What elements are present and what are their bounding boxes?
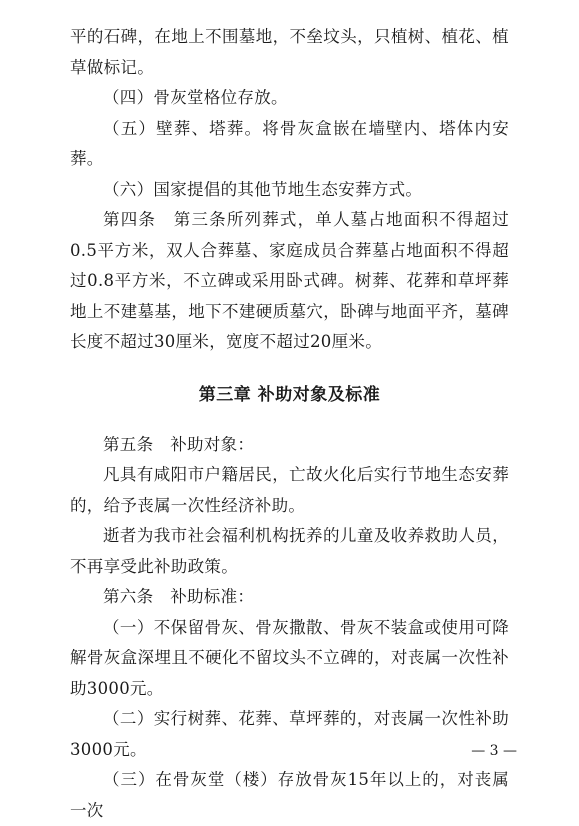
paragraph: 凡具有咸阳市户籍居民，亡故火化后实行节地生态安葬的，给予丧属一次性经济补助。 <box>70 460 509 521</box>
paragraph: （五）壁葬、塔葬。将骨灰盒嵌在墙壁内、塔体内安葬。 <box>70 114 509 175</box>
paragraph-article-4: 第四条 第三条所列葬式，单人墓占地面积不得超过0.5平方米，双人合葬墓、家庭成员合葬墓占地面积不得超过0.8平方米，不立碑或采用卧式碑。树葬、花葬和草坪葬地上不建墓基，地下不建硬质墓穴，卧碑与地面平齐，墓碑长度不超过30厘米，宽度不超过20厘米。 <box>70 205 509 358</box>
paragraph: （四）骨灰堂格位存放。 <box>70 83 509 114</box>
paragraph: （二）实行树葬、花葬、草坪葬的，对丧属一次性补助3000元。 <box>70 704 509 765</box>
paragraph-article-5: 第五条 补助对象： <box>70 430 509 461</box>
paragraph: （一）不保留骨灰、骨灰撒散、骨灰不装盒或使用可降解骨灰盒深埋且不硬化不留坟头不立碑的，对丧属一次性补助3000元。 <box>70 613 509 705</box>
body-text-bottom <box>70 430 509 826</box>
paragraph: 逝者为我市社会福利机构抚养的儿童及收养救助人员，不再享受此补助政策。 <box>70 521 509 582</box>
paragraph: 平的石碑，在地上不围墓地，不垒坟头，只植树、植花、植草做标记。 <box>70 22 509 83</box>
paragraph-article-6: 第六条 补助标准： <box>70 582 509 613</box>
page-number: — 3 — <box>471 743 517 759</box>
chapter-heading: 第三章 补助对象及标准 <box>70 380 509 410</box>
body-text-top <box>70 22 509 358</box>
paragraph: （三）在骨灰堂（楼）存放骨灰15年以上的，对丧属一次 <box>70 765 509 826</box>
paragraph: （六）国家提倡的其他节地生态安葬方式。 <box>70 175 509 206</box>
